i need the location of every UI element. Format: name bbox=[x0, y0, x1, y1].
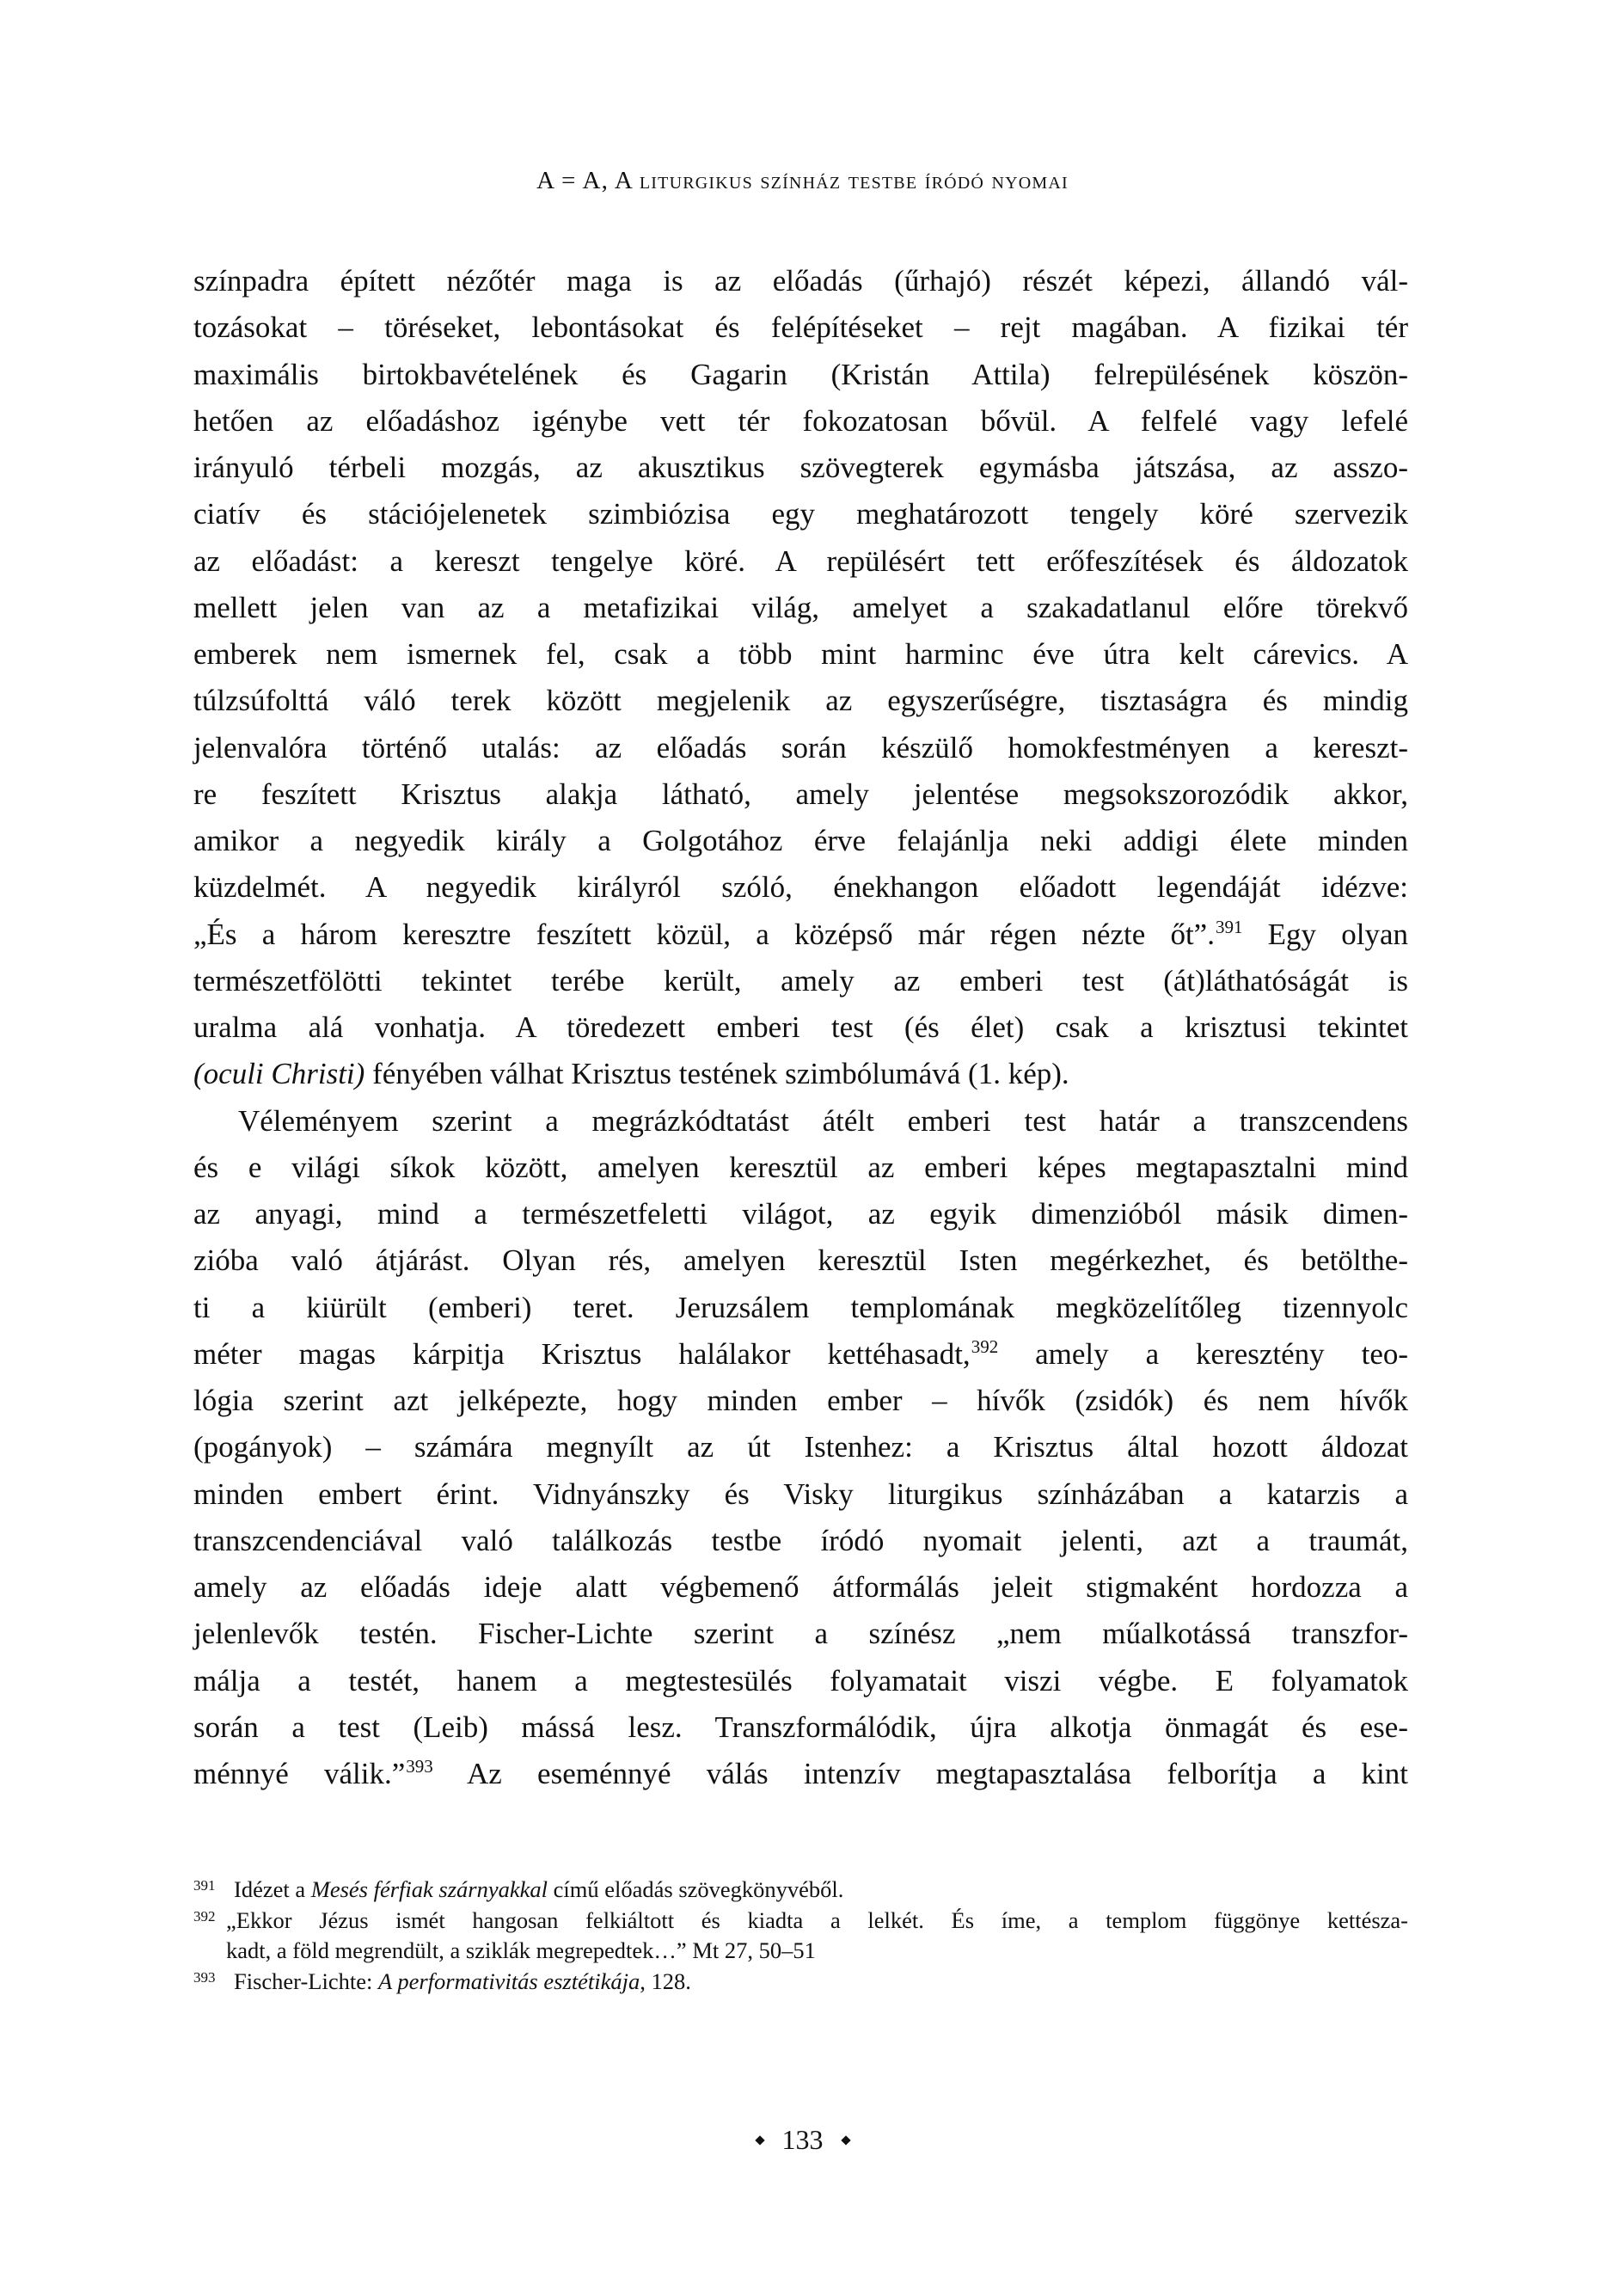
diamond-ornament-icon bbox=[841, 2135, 850, 2145]
text-line: maximális birtokbavételének és Gagarin (Kristán Attila) felrepülésének köszön- bbox=[193, 357, 1408, 391]
footnote-393 bbox=[193, 1967, 1408, 1998]
text-line: túlzsúfolttá váló terek között megjelenik az egyszerűségre, tisztaságra és mindig bbox=[193, 684, 1408, 718]
diamond-ornament-icon bbox=[755, 2135, 764, 2145]
text-line: tozásokat – töréseket, lebontásokat és felépítéseket – rejt magában. A fizikai tér bbox=[193, 310, 1408, 345]
text-line: málja a testét, hanem a megtestesülés folyamatait viszi végbe. E folyamatok bbox=[193, 1663, 1408, 1697]
text-line: jelenlevők testén. Fischer-Lichte szerint a színész „nem műalkotássá transzfor- bbox=[193, 1617, 1408, 1651]
footnote-text: „Ekkor Jézus ismét hangosan felkiáltott és kiadta a lelkét. És íme, a templom függönye kettésza- bbox=[226, 1906, 1408, 1933]
text-line: lógia szerint azt jelképezte, hogy minden ember – hívők (zsidók) és nem hívők bbox=[193, 1384, 1408, 1417]
text-line: jelenvalóra történő utalás: az előadás során készülő homokfestményen a kereszt- bbox=[193, 730, 1408, 764]
footnote-number: 391 bbox=[193, 1877, 216, 1894]
footnote-text: Idézet a Mesés férfiak szárnyakkal című előadás szövegkönyvéből. bbox=[234, 1876, 844, 1902]
footnote-392 bbox=[193, 1906, 1408, 1967]
text-line: re feszített Krisztus alakja látható, amely jelentése megsokszorozódik akkor, bbox=[193, 777, 1408, 811]
paragraph-1 bbox=[193, 258, 1408, 1098]
footnote-ref-391[interactable]: 391 bbox=[1215, 916, 1243, 937]
text-line: amely az előadás ideje alatt végbemenő átformálás jeleit stigmaként hordozza a bbox=[193, 1570, 1408, 1604]
text-line: ménnyé válik.”$^{393}$ Az eseménnyé válás intenzív megtapasztalása felborítja a kint bbox=[193, 1756, 1408, 1790]
text-line: színpadra épített nézőtér maga is az előadás (űrhajó) részét képezi, állandó vál- bbox=[193, 264, 1408, 298]
text-line: Véleményem szerint a megrázkódtatást átélt emberi test határ a transzcendens bbox=[238, 1103, 1408, 1138]
text-line: (oculi Christi) fényében válhat Krisztus testének szimbólumává (1. kép). bbox=[193, 1057, 1069, 1091]
footnote-number: 392 bbox=[193, 1907, 216, 1925]
footnote-391 bbox=[193, 1875, 1408, 1906]
work-title: A performativitás esztétikája bbox=[377, 1968, 640, 1994]
text-line: méter magas kárpitja Krisztus halálakor kettéhasadt,$^{392}$ amely a keresztény teo- bbox=[193, 1335, 1409, 1371]
page-number-value: 133 bbox=[781, 2124, 824, 2155]
text-line: transzcendenciával való találkozás testbe íródó nyomait jelenti, azt a traumát, bbox=[193, 1523, 1408, 1557]
text-line: emberek nem ismernek fel, csak a több mint harminc éve útra kelt cárevics. A bbox=[193, 637, 1408, 671]
footnotes bbox=[193, 1875, 1408, 1997]
text-line: ciatív és stációjelenetek szimbiózisa egy meghatározott tengely köré szervezik bbox=[193, 497, 1408, 531]
text-line: ti a kiürült (emberi) teret. Jeruzsálem templomának megközelítőleg tizennyolc bbox=[193, 1290, 1408, 1324]
main-text bbox=[193, 258, 1408, 1797]
text-line: zióba való átjárást. Olyan rés, amelyen keresztül Isten megérkezhet, és betölthe- bbox=[193, 1243, 1408, 1278]
footnote-text-continued: kadt, a föld megrendült, a sziklák megrepedtek…” Mt 27, 50–51 bbox=[226, 1937, 816, 1963]
paragraph-2 bbox=[193, 1098, 1408, 1798]
footnote-number: 393 bbox=[193, 1968, 216, 1986]
text-line: hetően az előadáshoz igénybe vett tér fokozatosan bővül. A felfelé vagy lefelé bbox=[193, 403, 1408, 438]
text-line: irányuló térbeli mozgás, az akusztikus szövegterek egymásba játszása, az asszo- bbox=[193, 451, 1408, 484]
text-line: az előadást: a kereszt tengelye köré. A repülésért tett erőfeszítések és áldozatok bbox=[193, 543, 1408, 578]
quote-text: „És a három keresztre feszített közül, a középső már régen nézte őt”. bbox=[193, 917, 1215, 951]
footnote-text: Fischer-Lichte: A performativitás esztétikája, 128. bbox=[234, 1968, 691, 1994]
page-number bbox=[0, 2122, 1605, 2157]
text-line: „És a három keresztre feszített közül, a középső már régen nézte őt”.$^{391}$ Egy olyan bbox=[193, 916, 1409, 951]
footnote-ref-392[interactable]: 392 bbox=[971, 1335, 999, 1357]
work-title: Mesés férfiak szárnyakkal bbox=[310, 1876, 548, 1902]
footnote-ref-393[interactable]: 393 bbox=[406, 1756, 433, 1777]
text-line: és e világi síkok között, amelyen keresztül az emberi képes megtapasztalni mind bbox=[193, 1150, 1408, 1184]
running-head: A = A, A liturgikus színház testbe íródó nyomai bbox=[536, 167, 1069, 194]
text-line: során a test (Leib) mássá lesz. Transzformálódik, újra alkotja önmagát és ese- bbox=[193, 1710, 1408, 1744]
text-line: (pogányok) – számára megnyílt az út Istenhez: a Krisztus által hozott áldozat bbox=[193, 1430, 1408, 1464]
latin-phrase: (oculi Christi) bbox=[193, 1057, 365, 1091]
text-line: amikor a negyedik király a Golgotához érve felajánlja neki addigi élete minden bbox=[193, 824, 1408, 857]
text-line: mellett jelen van az a metafizikai világ, amelyet a szakadatlanul előre törekvő bbox=[193, 590, 1408, 624]
text-line: természetfölötti tekintet terébe került, amely az emberi test (át)láthatóságát is bbox=[193, 963, 1408, 998]
text-line: uralma alá vonhatja. A töredezett emberi test (és élet) csak a krisztusi tekintet bbox=[193, 1010, 1408, 1044]
text-line: az anyagi, mind a természetfeletti világot, az egyik dimenzióból másik dimen- bbox=[193, 1197, 1408, 1231]
text-line: küzdelmét. A negyedik királyról szóló, énekhangon előadott legendáját idézve: bbox=[193, 870, 1408, 905]
text-line: minden embert érint. Vidnyánszky és Visky liturgikus színházában a katarzis a bbox=[193, 1476, 1408, 1511]
